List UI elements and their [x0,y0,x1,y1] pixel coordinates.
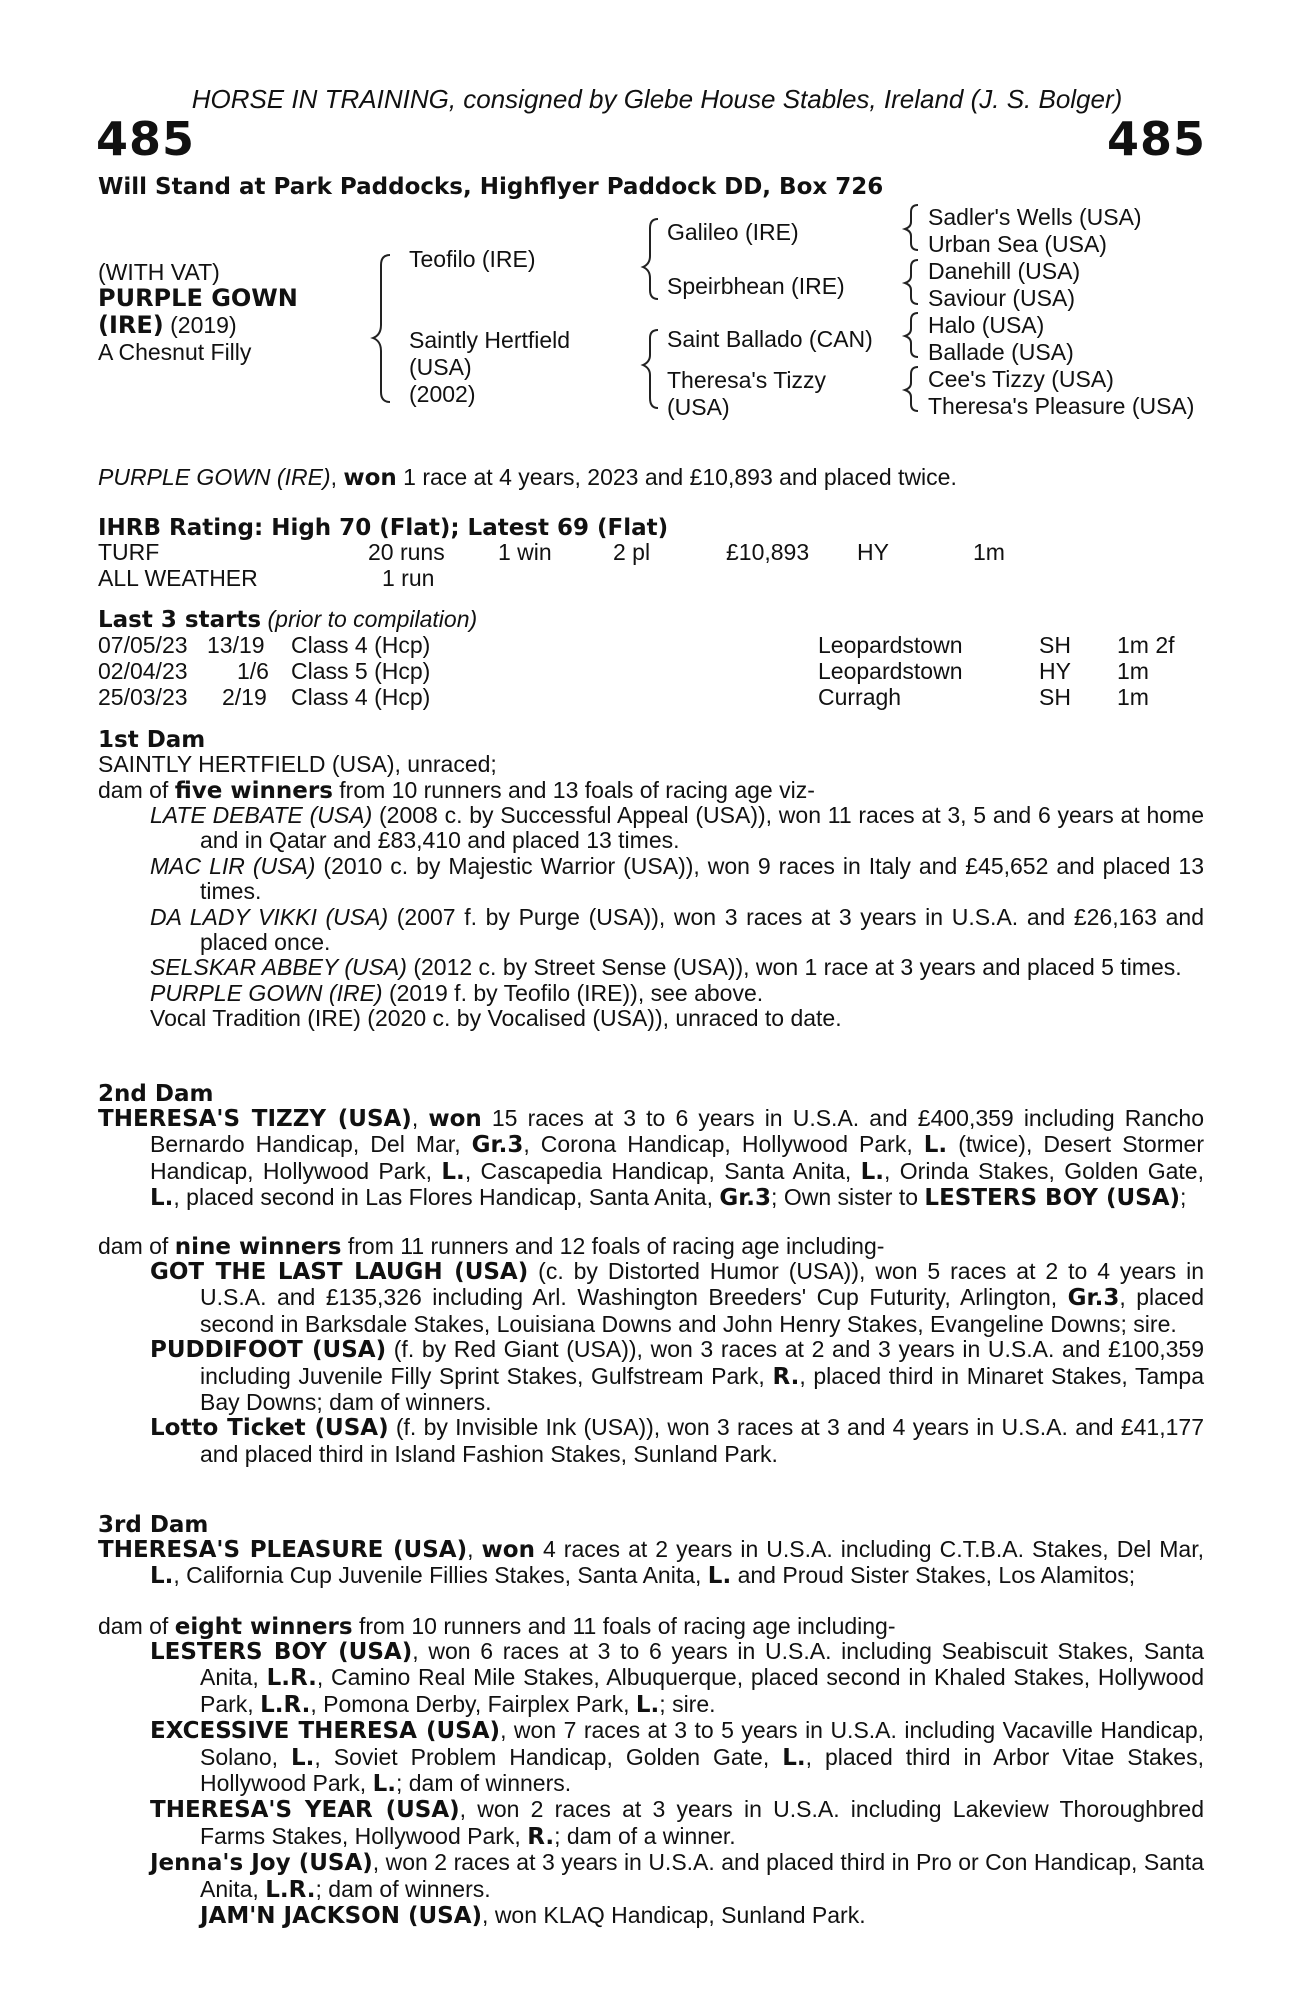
dam1-title: 1st Dam [98,727,206,753]
pedigree-sire: Teofilo (IRE) [409,246,536,272]
rating-going: HY [857,539,889,565]
produce-entry: THERESA'S YEAR (USA), won 2 races at 3 years in U.S.A. including Lakeview Thoroughbred Farms Stakes, Hollywood Park, R.; dam of a winner. [150,1796,1204,1850]
start-position: 2/19 [222,684,267,710]
pedigree-g3-6: Ballade (USA) [928,339,1074,365]
horse-description: A Chesnut Filly [98,339,252,365]
rating-row-allweather [0,566,1314,592]
summary-horse-name: PURPLE GOWN (IRE) [98,464,331,490]
produce-entry: LESTERS BOY (USA), won 6 races at 3 to 6 years in U.S.A. including Seabiscuit Stakes, Santa Anita, L.R., Camino Real Mile Stakes, Albuquerque, placed second in Khaled Stakes, Hollywood Park, L.R., Pomona Derby, Fairplex Park, L.; sire. [150,1638,1205,1718]
start-class: Class 4 (Hcp) [291,684,431,710]
dam3-record: THERESA'S PLEASURE (USA), won 4 races at 2 years in U.S.A. including C.T.B.A. Stakes, Del Mar, L., California Cup Juvenile Fillies Stakes, Santa Anita, L. and Proud Sister Stakes, Los Alamitos; [98,1536,1204,1590]
dam1-line1: SAINTLY HERTFIELD (USA), unraced; [98,751,497,777]
pedigree-g3-3: Danehill (USA) [928,258,1081,284]
start-going: SH [1039,684,1071,710]
start-distance: 1m [1117,684,1149,710]
brace-gen2-dam [643,330,658,408]
horse-country: (IRE) [98,311,164,339]
race-summary: PURPLE GOWN (IRE), won 1 race at 4 years, 2023 and £10,893 and placed twice. [98,464,957,491]
dam2-winners: nine winners [174,1234,342,1260]
pedigree-sire-dam: Speirbhean (IRE) [667,273,845,299]
pedigree-dam-sire: Saint Ballado (CAN) [667,326,873,352]
pedigree-g3-2: Urban Sea (USA) [928,231,1107,257]
dam2-title: 2nd Dam [98,1081,214,1107]
produce-entry: PURPLE GOWN (IRE) (2019 f. by Teofilo (IRE)), see above. [150,979,764,1006]
rating-surface: TURF [98,539,160,565]
rating-wins: 1 win [498,539,552,565]
horse-name: PURPLE GOWN [98,284,298,312]
start-class: Class 4 (Hcp) [291,632,431,658]
rating-distance: 1m [973,539,1005,565]
start-course: Curragh [818,684,902,710]
pedigree-g3-8: Theresa's Pleasure (USA) [928,393,1195,419]
produce-entry: MAC LIR (USA) (2010 c. by Majestic Warrior (USA)), won 9 races in Italy and £45,652 and placed 13 times. [150,852,1205,905]
dam1-dam-of: dam of five winners from 10 runners and 13 foals of racing age viz- [98,777,815,804]
stand-location: Will Stand at Park Paddocks, Highflyer Paddock DD, Box 726 [98,174,884,200]
start-position: 1/6 [237,658,269,684]
produce-entry: DA LADY VIKKI (USA) (2007 f. by Purge (USA)), won 3 races at 3 years in U.S.A. and £26,163 and placed once. [150,903,1204,956]
pedigree-g3-4: Saviour (USA) [928,285,1075,311]
start-distance: 1m [1117,658,1149,684]
produce-entry-sub: JAM'N JACKSON (USA), won KLAQ Handicap, Sunland Park. [200,1902,866,1930]
brace-gen3-1 [905,205,918,250]
start-position: 13/19 [207,632,265,658]
pedigree-sire-sire: Galileo (IRE) [667,219,799,245]
start-class: Class 5 (Hcp) [291,658,431,684]
produce-entry: PUDDIFOOT (USA) (f. by Red Giant (USA)), won 3 races at 2 and 3 years in U.S.A. and £100,359 including Juvenile Filly Sprint Stakes, Gulfstream Park, R., placed third in Minaret Stakes, Tampa Bay Downs; dam of winners. [150,1336,1205,1416]
lot-number-left: 485 [96,112,196,166]
start-course: Leopardstown [818,632,963,658]
last3-heading [98,607,477,634]
summary-text: 1 race at 4 years, 2023 and £10,893 and placed twice. [396,464,957,490]
rating-placed: 2 pl [613,539,651,565]
produce-entry: LATE DEBATE (USA) (2008 c. by Successful Appeal (USA)), won 11 races at 3, 5 and 6 years at home and in Qatar and £83,410 and placed 13 times. [150,802,1204,854]
start-distance: 1m 2f [1117,632,1175,658]
start-course: Leopardstown [818,658,963,684]
dam1-produce-list [150,803,1204,1032]
dam3-dam-of: dam of eight winners from 10 runners and 11 foals of racing age including- [98,1613,896,1640]
start-date: 07/05/23 [98,632,188,658]
rating-title: IHRB Rating: High 70 (Flat); Latest 69 (Flat) [98,515,669,541]
summary-won: won [343,465,397,491]
brace-gen1 [373,255,390,402]
brace-gen3-3 [905,313,918,357]
last3-note: (prior to compilation) [261,606,478,632]
horse-year: (2019) [163,312,237,338]
brace-gen3-2 [905,260,918,304]
pedigree-dam-dam-line2: (USA) [667,394,730,420]
pedigree-g3-1: Sadler's Wells (USA) [928,204,1142,230]
start-row [0,685,1314,711]
start-going: SH [1039,632,1071,658]
lot-number-right: 485 [1106,112,1206,166]
pedigree-g3-7: Cee's Tizzy (USA) [928,366,1114,392]
dam1-winners: five winners [174,778,333,804]
produce-entry: GOT THE LAST LAUGH (USA) (c. by Distorted Humor (USA)), won 5 races at 2 to 4 years in U.S.A. and £135,326 including Arl. Washington Breeders' Cup Futurity, Arlington, Gr.3, placed second in Barksdale Stakes, Louisiana Downs and John Henry Stakes, Evangeline Downs; sire. [150,1258,1205,1337]
start-row [0,633,1314,659]
pedigree-g3-5: Halo (USA) [928,312,1045,338]
rating-runs: 1 run [382,565,435,591]
brace-gen3-4 [905,367,918,411]
pedigree-dam-line2: (USA) [409,354,472,380]
rating-runs: 20 runs [368,539,445,565]
start-going: HY [1039,658,1071,684]
dam2-produce-list [150,1259,1204,1467]
pedigree-dam-dam-line1: Theresa's Tizzy [667,367,827,393]
rating-surface: ALL WEATHER [98,565,258,591]
pedigree-dam-line3: (2002) [409,381,476,407]
rating-earnings: £10,893 [726,539,810,565]
produce-entry: Jenna's Joy (USA), won 2 races at 3 years in U.S.A. and placed third in Pro or Con Handicap, Santa Anita, L.R.; dam of winners. [150,1849,1204,1903]
vat-note: (WITH VAT) [98,259,220,285]
rating-row-turf [0,540,1314,566]
brace-gen2-sire [643,219,658,299]
dam3-winners: eight winners [174,1614,353,1640]
start-date: 25/03/23 [98,684,188,710]
dam2-dam-of: dam of nine winners from 11 runners and 12 foals of racing age including- [98,1233,885,1260]
produce-entry: SELSKAR ABBEY (USA) (2012 c. by Street Sense (USA)), won 1 race at 3 years and placed 5 times. [150,954,1182,981]
consignment-line: HORSE IN TRAINING, consigned by Glebe House Stables, Ireland (J. S. Bolger) [191,84,1123,114]
produce-entry: Vocal Tradition (IRE) (2020 c. by Vocalised (USA)), unraced to date. [150,1005,842,1032]
dam2-record: THERESA'S TIZZY (USA), won 15 races at 3 to 6 years in U.S.A. and £400,359 including Rancho Bernardo Handicap, Del Mar, Gr.3, Corona Handicap, Hollywood Park, L. (twice), Desert Stormer Handicap, Hollywood Park, L., Cascapedia Handicap, Santa Anita, L., Orinda Stakes, Golden Gate, L., placed second in Las Flores Handicap, Santa Anita, Gr.3; Own sister to LESTERS BOY (USA); [98,1105,1204,1212]
dam3-title: 3rd Dam [98,1512,209,1538]
dam3-produce-list [150,1639,1204,1929]
pedigree-dam-line1: Saintly Hertfield [409,327,571,353]
produce-entry: Lotto Ticket (USA) (f. by Invisible Ink (USA)), won 3 races at 3 and 4 years in U.S.A. and £41,177 and placed third in Island Fashion Stakes, Sunland Park. [150,1414,1204,1467]
start-date: 02/04/23 [98,658,188,684]
last3-title: Last 3 starts [98,607,262,633]
start-row [0,659,1314,685]
produce-entry: EXCESSIVE THERESA (USA), won 7 races at 3 to 5 years in U.S.A. including Vacaville Handicap, Solano, L., Soviet Problem Handicap, Golden Gate, L., placed third in Arbor Vitae Stakes, Hollywood Park, L.; dam of winners. [150,1717,1204,1798]
